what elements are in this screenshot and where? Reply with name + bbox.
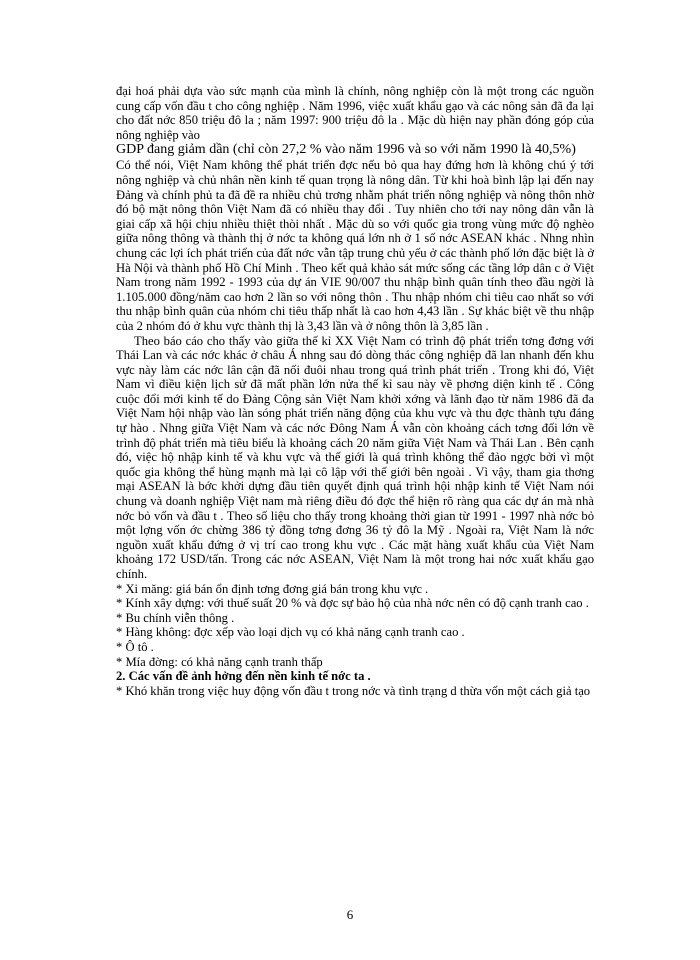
page-number: 6 — [346, 907, 354, 922]
paragraph-development: Theo báo cáo cho thấy vào giữa thế kỉ XX Việt Nam có trình độ phát triển tơng đơng với Thái Lan và các nớc khác ở châu Á nhng sau đó dòng thác công nghiệp đã lan nhanh đến khu vực này làm các nớc lân cận đã nối đuôi nhau trong quá trình phát triển . Trong khi đó, Việt Nam vì điều kiện lịch sử đã mất phần lớn nửa thế kỉ sau này về phơng diện kinh tế . Công cuộc đổi mới kinh tế do Đảng Cộng sản Việt Nam khởi xớng và lãnh đạo từ năm 1986 đã đa Việt Nam hội nhập vào làn sóng phát triển năng động của khu vực và thu đợc thành tựu đáng tự hào . Nhng giữa Việt Nam và các nớc Đông Nam Á vẫn còn khoảng cách tơng đối lớn về trình độ phát triển mà tiêu biểu là khoảng cách 20 năm giữa Việt Nam và Thái Lan . Bên cạnh đó, việc hộ nhập kinh tế và khu vực và thế giới là quá trình không thể đảo ngợc bởi vì một quốc gia không thể hùng mạnh mà lại cô lập với thế giới bên ngoài . Vì vậy, tham gia thơng mại ASEAN là bớc khởi dựng đầu tiên quyết định quá trình hội nhập kinh tế Việt Nam nói chung và doanh nghiệp Việt nam mà riêng điều đó đợc thể hiện rõ ràng qua các dự án mà nhà nớc bỏ vốn và đầu t . Theo số liệu cho thấy trong khoảng thời gian từ 1991 - 1997 nhà nớc bỏ một lợng vốn ớc chừng 386 tỷ đồng tơng đơng 36 tỷ đô la Mỹ . Ngoài ra, Việt Nam là nớc nguồn xuất khẩu đứng ở vị trí cao trong khu vực . Các mặt hàng xuất khẩu của Việt Nam khoảng 172 USD/tấn. Trong các nớc ASEAN, Việt Nam là một trong hai nớc xuất khẩu gạo chính. — [116, 333, 594, 581]
paragraph-intro: đại hoá phải dựa vào sức mạnh của mình là chính, nông nghiệp còn là một trong các nguồn cung cấp vốn đầu t cho công nghiệp . Năm 1996, việc xuất khẩu gạo và các nông sản đã đa lại cho đất nớc 850 triệu đô la ; năm 1997: 900 triệu đô la . Mặc dù hiện nay phần đóng góp của nông nghiệp vào — [116, 84, 594, 142]
bullet-aviation: * Hàng không: đợc xếp vào loại dịch vụ có khả năng cạnh tranh cao . — [116, 625, 465, 640]
paragraph-gdp: GDP đang giảm dần (chỉ còn 27,2 % vào năm 1996 và so với năm 1990 là 40,5%) — [116, 142, 576, 158]
bullet-auto: * Ô tô . — [116, 639, 154, 654]
document-body — [116, 84, 594, 698]
paragraph-agriculture: Có thể nói, Việt Nam không thể phát triển đợc nếu bỏ qua hay đứng hơn là không chú ý tới nông nghiệp và chủ nhân nền kinh tế quan trọng là nông dân. Từ khi hoà bình lập lại đến nay Đảng và chính phủ ta đã đề ra nhiều chủ trơng nhằm phát triển nông nghiệp và nông thôn nhờ đó bộ mặt nông thôn Việt Nam đã có nhiều thay đổi . Tuy nhiên cho tới nay nông dân vẫn là giai cấp xã hội chịu nhiều thiệt thòi nhất . Mặc dù so với quốc gia trong vùng mức độ nghèo giữa nông thông và thành thị ở nớc ta không quá lớn nh ở 1 số nớc ASEAN khác . Nhng nhìn chung các lợi ích phát triển của đất nớc vẫn tập trung chủ yếu ở các thành phố lớn đặc biệt là ở Hà Nội và thành phố Hồ Chí Minh . Theo kết quả khảo sát mức sống các tầng lớp dân c ở Việt Nam trong năm 1992 - 1993 của dự án VIE 90/007 thu nhập bình quân tính theo đầu ngời là 1.105.000 đồng/năm cao hơn 2 lần so với nông thôn . Thu nhập nhóm chi tiêu cao nhất so với thu nhập bình quân của nhóm chi tiêu thấp nhất là cao hơn 4,43 lần . Sự khác biệt về thu nhập của 2 nhóm đó ở khu vực thành thị là 3,43 lần và ở nông thôn là 3,85 lần . — [116, 158, 594, 333]
bullet-capital: * Khó khăn trong việc huy động vốn đầu t trong nớc và tình trạng d thừa vốn một cách giả tạo — [116, 683, 591, 698]
bullet-glass: * Kính xây dựng: với thuế suất 20 % và đợc sự bảo hộ của nhà nớc nên có độ cạnh tranh cao . — [116, 596, 589, 611]
bullet-sugar: * Mía đờng: có khả năng cạnh tranh thấp — [116, 654, 323, 669]
bullet-cement: * Xi măng: giá bán ổn định tơng đơng giá bán trong khu vực . — [116, 581, 429, 596]
section-heading: 2. Các vấn đề ảnh hởng đến nền kinh tế nớc ta . — [116, 669, 371, 684]
bullet-post: * Bu chính viễn thông . — [116, 610, 235, 625]
